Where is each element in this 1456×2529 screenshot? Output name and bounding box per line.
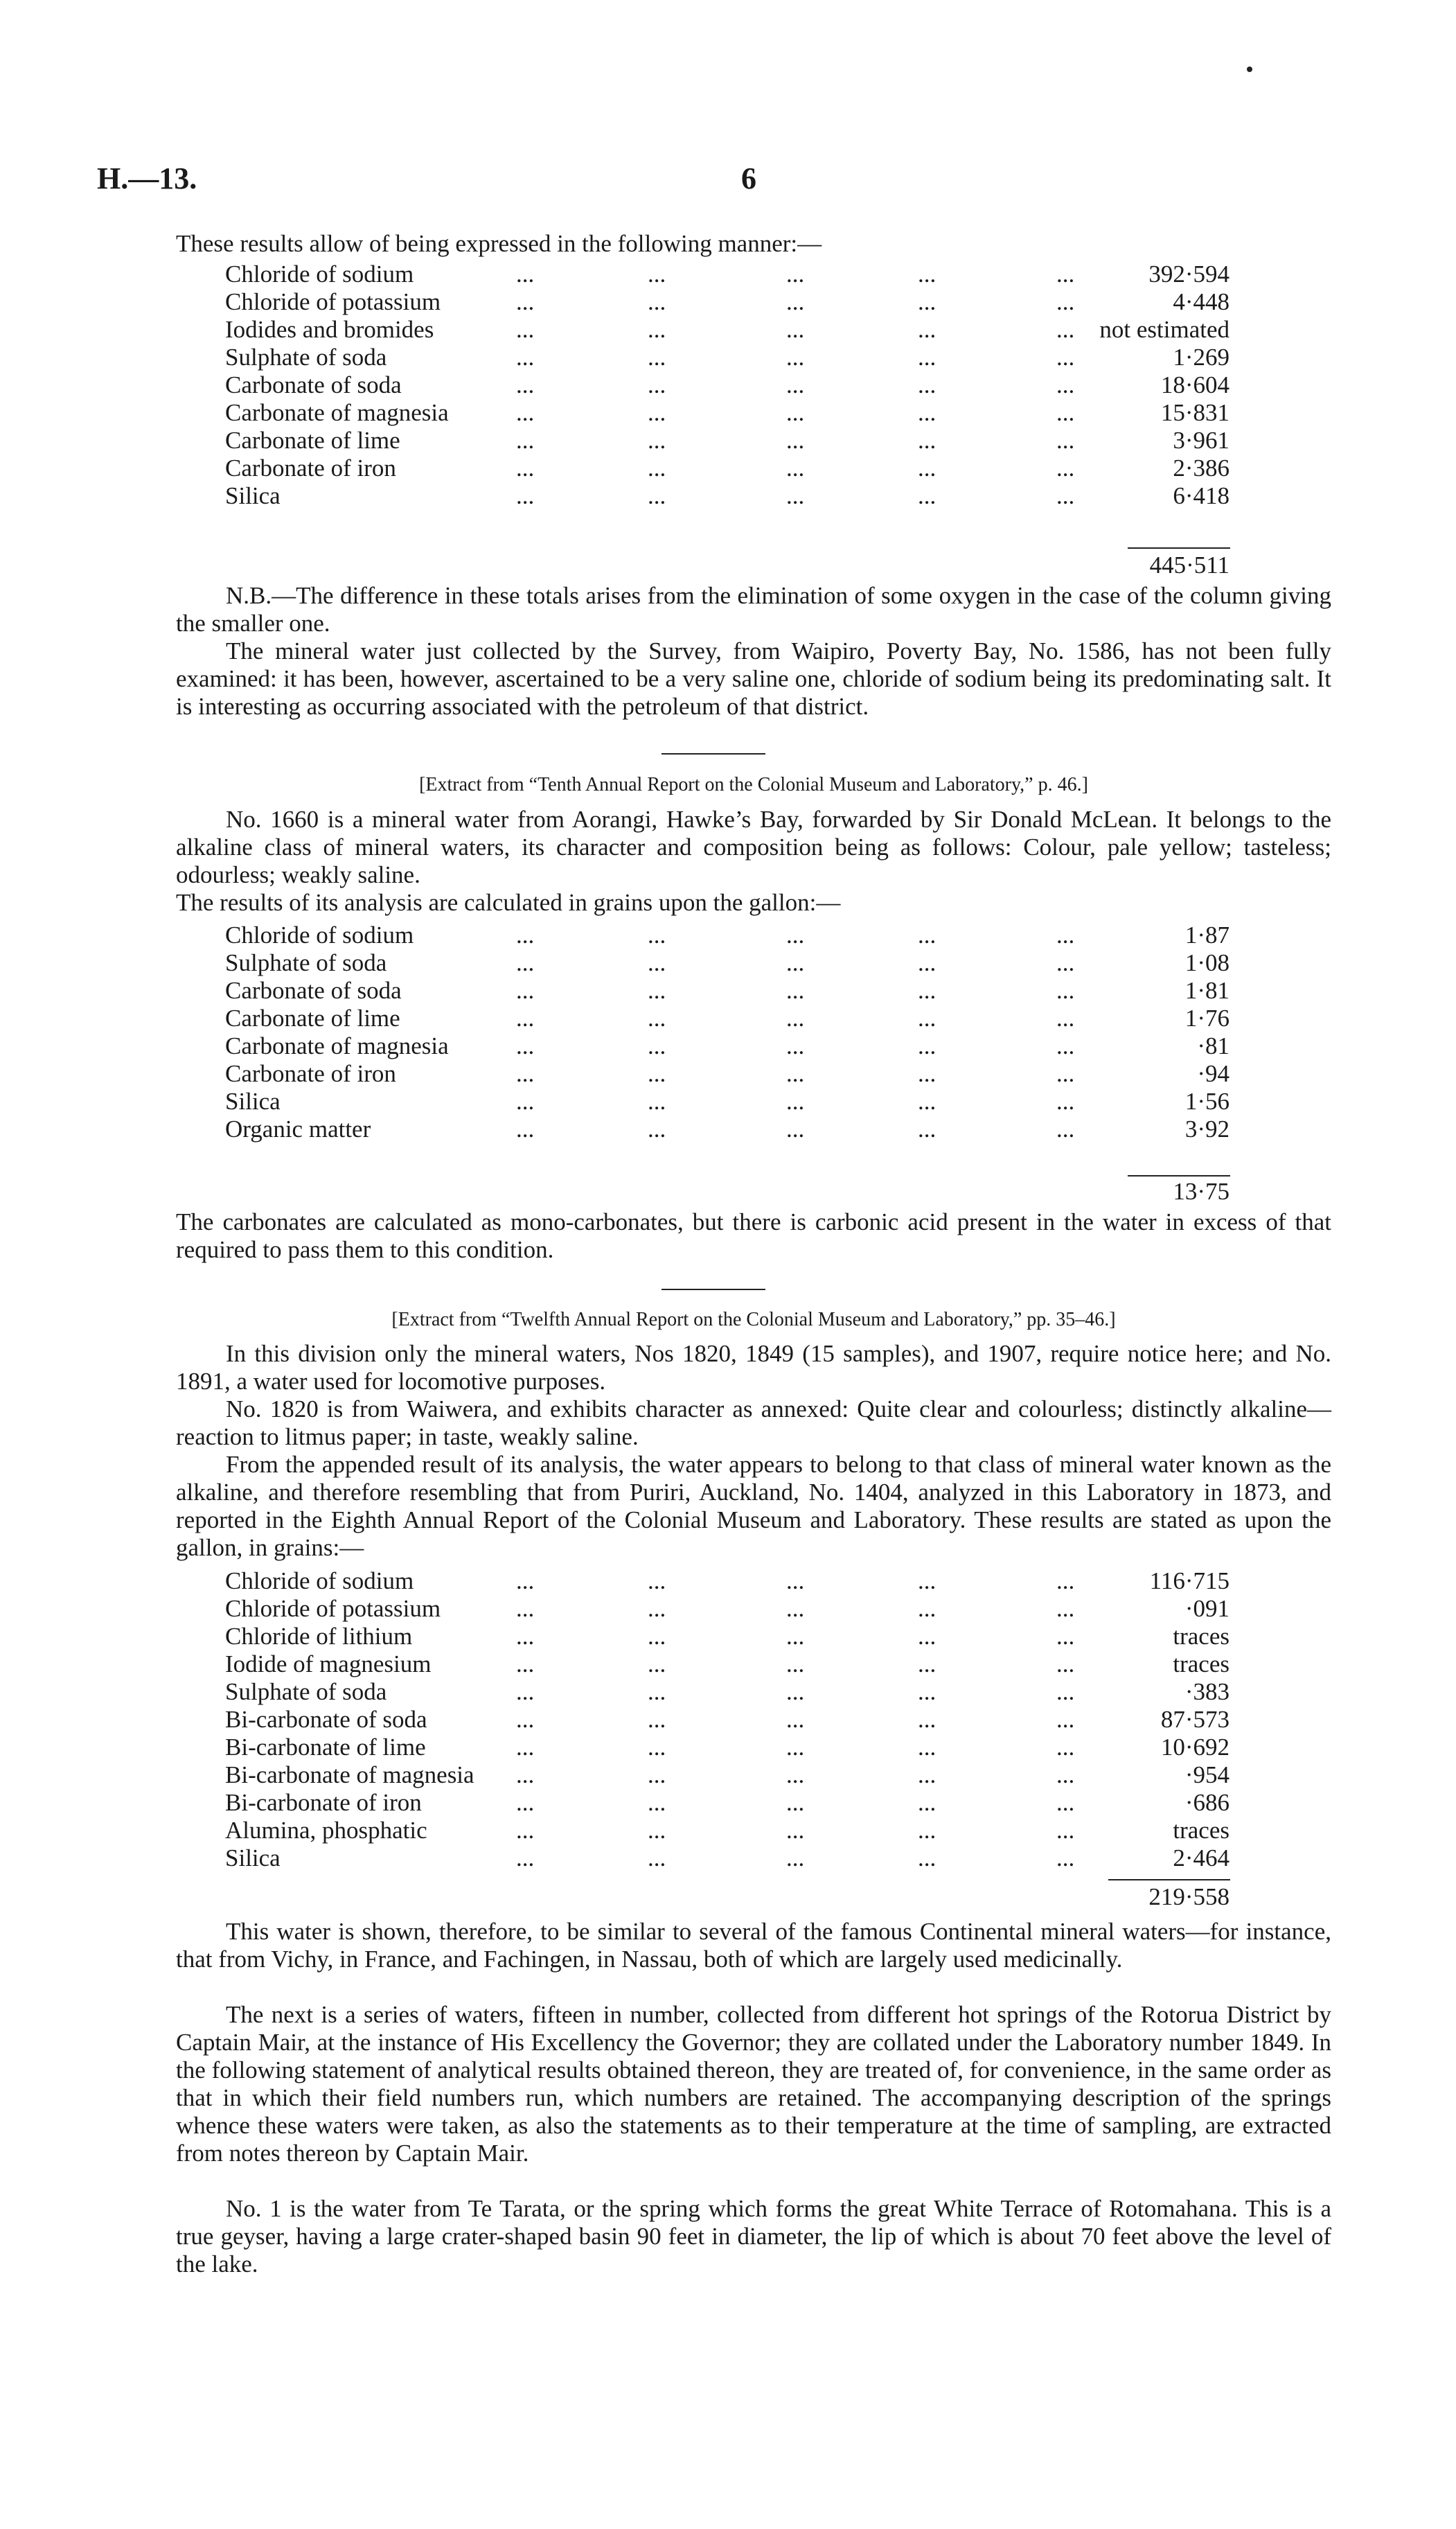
leader-dots: ... bbox=[516, 1595, 535, 1622]
table-row bbox=[225, 371, 1229, 399]
leader-dots: ... bbox=[648, 344, 666, 371]
leader-dots: ... bbox=[918, 316, 936, 343]
leader-dots: ... bbox=[1056, 1761, 1075, 1788]
leader-dots: ... bbox=[786, 1116, 805, 1143]
leader-dots: ... bbox=[516, 399, 535, 426]
section-divider bbox=[662, 753, 765, 755]
table-row bbox=[225, 1116, 1229, 1143]
page-number: 6 bbox=[741, 161, 756, 195]
appended-paragraph: From the appended result of its analysis, the water appears to belong to that class of mineral water known as the alkaline, and therefore resembling that from Puriri, Auckland, No. 1404, analyzed in this Laboratory in 1873, and reported in the Eighth Annual Report of the Colonial Museum and Laboratory. These results are stated as upon the gallon, in grains:— bbox=[176, 1451, 1331, 1561]
grains-paragraph: The results of its analysis are calculated in grains upon the gallon:— bbox=[176, 889, 841, 916]
compound-value: 15·831 bbox=[1160, 399, 1229, 426]
table-row bbox=[225, 399, 1229, 427]
leader-dots: ... bbox=[516, 371, 535, 398]
table-row bbox=[225, 1734, 1229, 1761]
carbonates-paragraph: The carbonates are calculated as mono-carbonates, but there is carbonic acid present in the water in excess of that required to pass them to this condition. bbox=[176, 1208, 1331, 1263]
leader-dots: ... bbox=[786, 1088, 805, 1115]
compound-name: Chloride of lithium bbox=[225, 1623, 413, 1650]
division-paragraph: In this division only the mineral waters, Nos 1820, 1849 (15 samples), and 1907, require notice here; and No. 1891, a water used for locomotive purposes. bbox=[176, 1340, 1331, 1395]
leader-dots: ... bbox=[918, 288, 936, 315]
leader-dots: ... bbox=[1056, 455, 1075, 482]
leader-dots: ... bbox=[786, 1060, 805, 1087]
table-row bbox=[225, 977, 1229, 1005]
leader-dots: ... bbox=[648, 949, 666, 976]
compound-name: Carbonate of soda bbox=[225, 371, 402, 398]
compound-value: 3·92 bbox=[1184, 1116, 1229, 1143]
leader-dots: ... bbox=[786, 1005, 805, 1032]
compound-name: Silica bbox=[225, 482, 281, 509]
leader-dots: ... bbox=[918, 1678, 936, 1705]
compound-name: Chloride of potassium bbox=[225, 288, 441, 315]
nb-paragraph: N.B.—The difference in these totals arises from the elimination of some oxygen in the case of the column giving the smaller one. bbox=[176, 582, 1331, 637]
compound-value: 1·87 bbox=[1184, 922, 1229, 949]
compound-name: Bi-carbonate of iron bbox=[225, 1789, 422, 1816]
leader-dots: ... bbox=[516, 1088, 535, 1115]
compound-value: 87·573 bbox=[1160, 1706, 1229, 1733]
leader-dots: ... bbox=[918, 1844, 936, 1871]
leader-dots: ... bbox=[786, 455, 805, 482]
no1660-paragraph: No. 1660 is a mineral water from Aorangi, Hawke’s Bay, forwarded by Sir Donald McLean. It belongs to the alkaline class of mineral waters, its character and composition being as follows: Colour, pale yellow; tasteless; odourless; weakly saline. bbox=[176, 806, 1331, 888]
no1820-paragraph: No. 1820 is from Waiwera, and exhibits character as annexed: Quite clear and colourless; distinctly alkaline—reaction to litmus paper; in taste, weakly saline. bbox=[176, 1395, 1331, 1450]
compound-name: Silica bbox=[225, 1088, 281, 1115]
leader-dots: ... bbox=[918, 1032, 936, 1059]
compound-name: Bi-carbonate of lime bbox=[225, 1734, 426, 1761]
leader-dots: ... bbox=[516, 344, 535, 371]
compound-value: 1·56 bbox=[1184, 1088, 1229, 1115]
leader-dots: ... bbox=[918, 371, 936, 398]
leader-dots: ... bbox=[918, 261, 936, 288]
leader-dots: ... bbox=[648, 1706, 666, 1733]
table-aorangi-analysis bbox=[225, 922, 1229, 1143]
leader-dots: ... bbox=[918, 1817, 936, 1844]
leader-dots: ... bbox=[918, 922, 936, 949]
leader-dots: ... bbox=[516, 922, 535, 949]
leader-dots: ... bbox=[1056, 371, 1075, 398]
table-waiwera-analysis bbox=[225, 1567, 1229, 1872]
leader-dots: ... bbox=[1056, 1844, 1075, 1871]
compound-value: 6·418 bbox=[1173, 482, 1229, 509]
compound-value: 1·81 bbox=[1184, 977, 1229, 1004]
leader-dots: ... bbox=[648, 1032, 666, 1059]
section-divider bbox=[662, 1289, 765, 1290]
compound-name: Carbonate of lime bbox=[225, 427, 400, 454]
leader-dots: ... bbox=[648, 1005, 666, 1032]
leader-dots: ... bbox=[786, 1567, 805, 1594]
leader-dots: ... bbox=[786, 316, 805, 343]
compound-value: 392·594 bbox=[1148, 261, 1229, 288]
leader-dots: ... bbox=[1056, 1706, 1075, 1733]
compound-name: Chloride of sodium bbox=[225, 261, 414, 288]
compound-name: Chloride of sodium bbox=[225, 922, 414, 949]
leader-dots: ... bbox=[1056, 316, 1075, 343]
leader-dots: ... bbox=[648, 1678, 666, 1705]
table-row bbox=[225, 1595, 1229, 1623]
leader-dots: ... bbox=[1056, 922, 1075, 949]
leader-dots: ... bbox=[648, 922, 666, 949]
leader-dots: ... bbox=[516, 316, 535, 343]
table-row bbox=[225, 1761, 1229, 1789]
leader-dots: ... bbox=[786, 261, 805, 288]
table-row bbox=[225, 1032, 1229, 1060]
compound-name: Carbonate of magnesia bbox=[225, 1032, 449, 1059]
leader-dots: ... bbox=[918, 977, 936, 1004]
leader-dots: ... bbox=[516, 288, 535, 315]
no1-paragraph: No. 1 is the water from Te Tarata, or the spring which forms the great White Terrace of Rotomahana. This is a true geyser, having a large crater-shaped basin 90 feet in diameter, the lip of which is about 70 feet above the level of the lake. bbox=[176, 2195, 1331, 2277]
table2-total-rule bbox=[1128, 1175, 1230, 1177]
leader-dots: ... bbox=[786, 949, 805, 976]
leader-dots: ... bbox=[516, 1844, 535, 1871]
compound-value: 10·692 bbox=[1160, 1734, 1229, 1761]
leader-dots: ... bbox=[918, 482, 936, 509]
leader-dots: ... bbox=[516, 1567, 535, 1594]
leader-dots: ... bbox=[786, 1817, 805, 1844]
compound-value: traces bbox=[1173, 1650, 1229, 1677]
table-row bbox=[225, 1567, 1229, 1595]
table-row bbox=[225, 1650, 1229, 1678]
table-row bbox=[225, 316, 1229, 344]
leader-dots: ... bbox=[1056, 1623, 1075, 1650]
table-row bbox=[225, 288, 1229, 316]
leader-dots: ... bbox=[648, 1623, 666, 1650]
leader-dots: ... bbox=[786, 1761, 805, 1788]
leader-dots: ... bbox=[516, 482, 535, 509]
leader-dots: ... bbox=[516, 1734, 535, 1761]
compound-name: Chloride of sodium bbox=[225, 1567, 414, 1594]
leader-dots: ... bbox=[516, 455, 535, 482]
compound-name: Carbonate of soda bbox=[225, 977, 402, 1004]
compound-value: 116·715 bbox=[1149, 1567, 1229, 1594]
leader-dots: ... bbox=[918, 1623, 936, 1650]
leader-dots: ... bbox=[648, 1088, 666, 1115]
leader-dots: ... bbox=[516, 1032, 535, 1059]
leader-dots: ... bbox=[1056, 1060, 1075, 1087]
table-row bbox=[225, 1678, 1229, 1706]
table-row bbox=[225, 1706, 1229, 1734]
leader-dots: ... bbox=[1056, 1116, 1075, 1143]
leader-dots: ... bbox=[648, 399, 666, 426]
leader-dots: ... bbox=[516, 1116, 535, 1143]
leader-dots: ... bbox=[516, 1623, 535, 1650]
leader-dots: ... bbox=[516, 949, 535, 976]
compound-value: ·954 bbox=[1184, 1761, 1229, 1788]
compound-name: Silica bbox=[225, 1844, 281, 1871]
compound-value: ·091 bbox=[1184, 1595, 1229, 1622]
leader-dots: ... bbox=[648, 1650, 666, 1677]
table2-total: 13·75 bbox=[1173, 1178, 1229, 1205]
leader-dots: ... bbox=[786, 399, 805, 426]
leader-dots: ... bbox=[1056, 1650, 1075, 1677]
compound-name: Organic matter bbox=[225, 1116, 371, 1143]
leader-dots: ... bbox=[1056, 1595, 1075, 1622]
leader-dots: ... bbox=[918, 1060, 936, 1087]
table-row bbox=[225, 1060, 1229, 1088]
leader-dots: ... bbox=[648, 1844, 666, 1871]
leader-dots: ... bbox=[516, 427, 535, 454]
leader-dots: ... bbox=[786, 344, 805, 371]
table-row bbox=[225, 1005, 1229, 1032]
compound-value: ·81 bbox=[1197, 1032, 1229, 1059]
leader-dots: ... bbox=[648, 261, 666, 288]
compound-value: 1·269 bbox=[1173, 344, 1229, 371]
leader-dots: ... bbox=[648, 977, 666, 1004]
leader-dots: ... bbox=[918, 1789, 936, 1816]
leader-dots: ... bbox=[516, 1005, 535, 1032]
leader-dots: ... bbox=[786, 1032, 805, 1059]
leader-dots: ... bbox=[786, 1623, 805, 1650]
leader-dots: ... bbox=[918, 399, 936, 426]
leader-dots: ... bbox=[1056, 949, 1075, 976]
compound-name: Sulphate of soda bbox=[225, 1678, 387, 1705]
leader-dots: ... bbox=[1056, 427, 1075, 454]
leader-dots: ... bbox=[648, 1817, 666, 1844]
compound-name: Carbonate of lime bbox=[225, 1005, 400, 1032]
table-row bbox=[225, 261, 1229, 288]
leader-dots: ... bbox=[918, 1116, 936, 1143]
waipiro-paragraph: The mineral water just collected by the Survey, from Waipiro, Poverty Bay, No. 1586, has not been fully examined: it has been, however, ascertained to be a very saline one, chloride of sodium being its predominating salt. It is interesting as occurring associated with the petroleum of that district. bbox=[176, 637, 1331, 720]
leader-dots: ... bbox=[516, 1060, 535, 1087]
leader-dots: ... bbox=[1056, 1005, 1075, 1032]
compound-name: Carbonate of magnesia bbox=[225, 399, 449, 426]
compound-name: Bi-carbonate of magnesia bbox=[225, 1761, 474, 1788]
table-row bbox=[225, 1844, 1229, 1872]
leader-dots: ... bbox=[648, 427, 666, 454]
leader-dots: ... bbox=[1056, 482, 1075, 509]
table-row bbox=[225, 1789, 1229, 1817]
leader-dots: ... bbox=[786, 1734, 805, 1761]
leader-dots: ... bbox=[516, 1789, 535, 1816]
compound-value: ·94 bbox=[1197, 1060, 1229, 1087]
leader-dots: ... bbox=[1056, 1032, 1075, 1059]
leader-dots: ... bbox=[1056, 1817, 1075, 1844]
compound-value: 1·08 bbox=[1184, 949, 1229, 976]
leader-dots: ... bbox=[918, 1088, 936, 1115]
table-composition-expressed bbox=[225, 261, 1229, 510]
compound-value: 18·604 bbox=[1160, 371, 1229, 398]
table-row bbox=[225, 482, 1229, 510]
table-row bbox=[225, 455, 1229, 482]
leader-dots: ... bbox=[918, 427, 936, 454]
leader-dots: ... bbox=[786, 977, 805, 1004]
table-row bbox=[225, 427, 1229, 455]
leader-dots: ... bbox=[1056, 1789, 1075, 1816]
compound-name: Iodide of magnesium bbox=[225, 1650, 432, 1677]
table1-total-rule bbox=[1128, 547, 1230, 549]
leader-dots: ... bbox=[918, 1650, 936, 1677]
leader-dots: ... bbox=[918, 1706, 936, 1733]
compound-name: Bi-carbonate of soda bbox=[225, 1706, 427, 1733]
compound-name: Sulphate of soda bbox=[225, 949, 387, 976]
leader-dots: ... bbox=[648, 1789, 666, 1816]
leader-dots: ... bbox=[516, 977, 535, 1004]
leader-dots: ... bbox=[918, 1734, 936, 1761]
leader-dots: ... bbox=[516, 1761, 535, 1788]
leader-dots: ... bbox=[918, 949, 936, 976]
table3-total: 219·558 bbox=[1148, 1883, 1229, 1910]
leader-dots: ... bbox=[648, 288, 666, 315]
table-row bbox=[225, 922, 1229, 949]
leader-dots: ... bbox=[516, 261, 535, 288]
compound-name: Iodides and bromides bbox=[225, 316, 434, 343]
leader-dots: ... bbox=[648, 1734, 666, 1761]
compound-value: 2·464 bbox=[1173, 1844, 1229, 1871]
leader-dots: ... bbox=[1056, 288, 1075, 315]
leader-dots: ... bbox=[1056, 261, 1075, 288]
leader-dots: ... bbox=[1056, 1567, 1075, 1594]
compound-name: Alumina, phosphatic bbox=[225, 1817, 427, 1844]
compound-name: Carbonate of iron bbox=[225, 1060, 396, 1087]
intro-paragraph: These results allow of being expressed in the following manner:— bbox=[176, 230, 822, 257]
leader-dots: ... bbox=[1056, 399, 1075, 426]
compound-name: Sulphate of soda bbox=[225, 344, 387, 371]
table-row bbox=[225, 949, 1229, 977]
leader-dots: ... bbox=[1056, 344, 1075, 371]
series-paragraph: The next is a series of waters, fifteen in number, collected from different hot springs of the Rotorua District by Captain Mair, at the instance of His Excellency the Governor; they are collated under the Laboratory number 1849. In the following statement of analytical results obtained thereon, they are treated of, for convenience, in the same order as that in which their field numbers run, which numbers are retained. The accompanying description of the springs whence these waters were taken, as also the statements as to their temperature at the time of sampling, are extracted from notes thereon by Captain Mair. bbox=[176, 2001, 1331, 2167]
leader-dots: ... bbox=[516, 1650, 535, 1677]
ink-speck bbox=[1247, 67, 1252, 72]
table-row bbox=[225, 1817, 1229, 1844]
leader-dots: ... bbox=[786, 1650, 805, 1677]
leader-dots: ... bbox=[648, 1761, 666, 1788]
compound-value: ·686 bbox=[1184, 1789, 1229, 1816]
compound-value: traces bbox=[1173, 1623, 1229, 1650]
leader-dots: ... bbox=[648, 371, 666, 398]
compound-value: ·383 bbox=[1184, 1678, 1229, 1705]
leader-dots: ... bbox=[786, 1678, 805, 1705]
leader-dots: ... bbox=[786, 1789, 805, 1816]
table-row bbox=[225, 1088, 1229, 1116]
compound-name: Chloride of potassium bbox=[225, 1595, 441, 1622]
compound-value: not estimated bbox=[1099, 316, 1229, 343]
leader-dots: ... bbox=[786, 1595, 805, 1622]
extract-caption-twelfth-report: [Extract from “Twelfth Annual Report on the Colonial Museum and Laboratory,” pp. 35–46.] bbox=[391, 1309, 1116, 1330]
leader-dots: ... bbox=[648, 1567, 666, 1594]
compound-value: 4·448 bbox=[1173, 288, 1229, 315]
leader-dots: ... bbox=[648, 316, 666, 343]
leader-dots: ... bbox=[918, 344, 936, 371]
leader-dots: ... bbox=[786, 427, 805, 454]
compound-value: 2·386 bbox=[1173, 455, 1229, 482]
leader-dots: ... bbox=[648, 1595, 666, 1622]
leader-dots: ... bbox=[918, 1595, 936, 1622]
leader-dots: ... bbox=[918, 1005, 936, 1032]
compound-value: 1·76 bbox=[1184, 1005, 1229, 1032]
vichy-paragraph: This water is shown, therefore, to be similar to several of the famous Continental mineral waters—for instance, that from Vichy, in France, and Fachingen, in Nassau, both of which are largely used medicinally. bbox=[176, 1918, 1331, 1973]
leader-dots: ... bbox=[786, 1706, 805, 1733]
leader-dots: ... bbox=[786, 371, 805, 398]
document-reference: H.—13. bbox=[97, 161, 197, 195]
extract-caption-tenth-report: [Extract from “Tenth Annual Report on the Colonial Museum and Laboratory,” p. 46.] bbox=[419, 774, 1088, 795]
leader-dots: ... bbox=[1056, 1088, 1075, 1115]
leader-dots: ... bbox=[918, 1567, 936, 1594]
leader-dots: ... bbox=[918, 455, 936, 482]
leader-dots: ... bbox=[918, 1761, 936, 1788]
leader-dots: ... bbox=[648, 1060, 666, 1087]
compound-value: 3·961 bbox=[1173, 427, 1229, 454]
leader-dots: ... bbox=[1056, 1678, 1075, 1705]
compound-value: traces bbox=[1173, 1817, 1229, 1844]
leader-dots: ... bbox=[516, 1678, 535, 1705]
table-row bbox=[225, 344, 1229, 371]
compound-name: Carbonate of iron bbox=[225, 455, 396, 482]
leader-dots: ... bbox=[648, 455, 666, 482]
leader-dots: ... bbox=[648, 482, 666, 509]
leader-dots: ... bbox=[648, 1116, 666, 1143]
leader-dots: ... bbox=[1056, 977, 1075, 1004]
leader-dots: ... bbox=[516, 1817, 535, 1844]
table-row bbox=[225, 1623, 1229, 1650]
leader-dots: ... bbox=[786, 922, 805, 949]
leader-dots: ... bbox=[786, 288, 805, 315]
table1-total: 445·511 bbox=[1149, 552, 1229, 579]
leader-dots: ... bbox=[786, 1844, 805, 1871]
leader-dots: ... bbox=[786, 482, 805, 509]
table3-total-rule bbox=[1108, 1879, 1230, 1880]
leader-dots: ... bbox=[1056, 1734, 1075, 1761]
leader-dots: ... bbox=[516, 1706, 535, 1733]
